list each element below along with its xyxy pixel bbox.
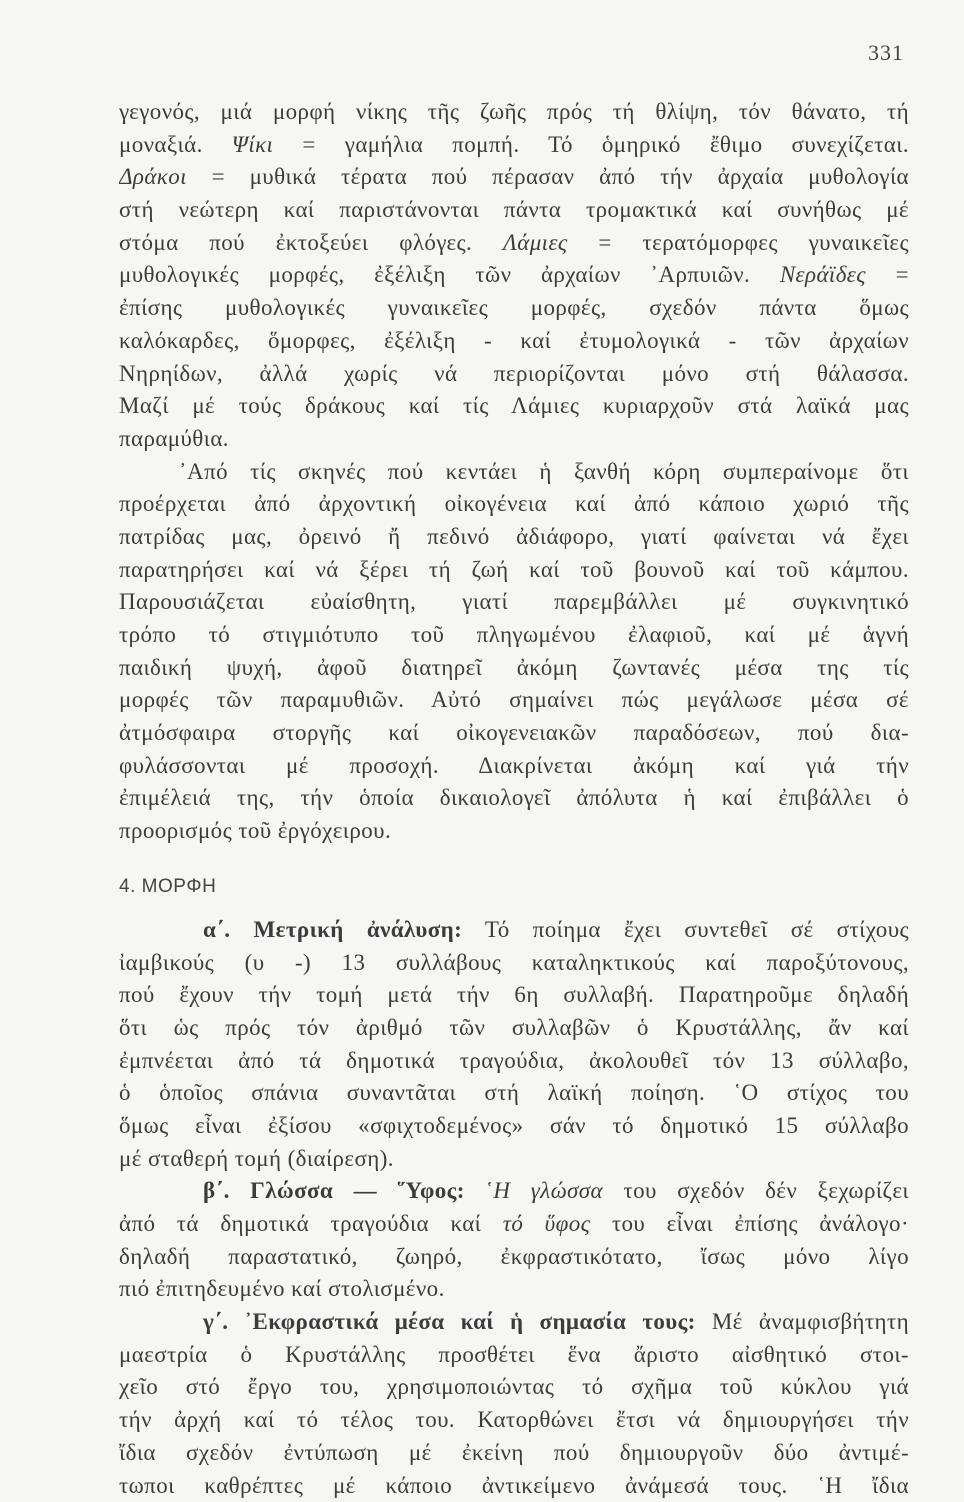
text-line — [119, 1339, 909, 1372]
text-line — [119, 161, 909, 194]
section-gap — [119, 848, 909, 870]
text-run: μέ σταθερή τομή (διαίρεση). — [119, 1146, 394, 1171]
paragraph-glossary — [119, 96, 909, 456]
text-run: ὅμως εἶναι ἐξίσου «σφιχτοδεμένος» σάν τό δημοτικό 15 σύλλαβο — [119, 1113, 909, 1138]
text-run: τήν ἀρχή καί τό τέλος του. Κατορθώνει ἔτσι νά δημιουργήσει τήν — [119, 1407, 909, 1432]
text-run: παραμύθια. — [119, 426, 229, 451]
text-line — [119, 96, 909, 129]
text-run: = τερατόμορφες γυναικεῖες — [568, 230, 909, 255]
text-line — [119, 1241, 909, 1274]
text-line — [119, 390, 909, 423]
text-run: ἰαμβικούς (υ -) 13 συλλάβους καταληκτικούς καί παροξύτονους, — [119, 950, 909, 975]
text-run: Μαζί μέ τούς δράκους καί τίς Λάμιες κυριαρχοῦν στά λαϊκά μας — [119, 393, 909, 418]
text-run: Παρουσιάζεται εὐαίσθητη, γιατί παρεμβάλλει μέ συγκινητικό — [119, 589, 909, 614]
text-run: ῾Η γλώσσα — [485, 1178, 603, 1203]
paragraph-expressive-means — [119, 1306, 909, 1502]
text-run: = μυθικά τέρατα πού πέρασαν ἀπό τήν ἀρχαία μυθολογία — [187, 164, 909, 189]
text-run: παιδική ψυχή, ἀφοῦ διατηρεῖ ἀκόμη ζωντανές μέσα της τίς — [119, 655, 909, 680]
text-run: μυθολογικές μορφές, ἐξέλιξη τῶν ἀρχαίων ᾿Αρπυιῶν. — [119, 262, 780, 287]
text-line — [119, 456, 909, 489]
text-line — [119, 947, 909, 980]
text-line — [119, 782, 909, 815]
text-line — [119, 914, 909, 947]
text-line — [119, 194, 909, 227]
paragraph-style — [119, 1175, 909, 1306]
text-line — [119, 1437, 909, 1470]
text-run: ὅτι ὡς πρός τόν ἀριθμό τῶν συλλαβῶν ὁ Κρυστάλλης, ἄν καί — [119, 1015, 909, 1040]
section-heading: 4. ΜΟΡΦΗ — [119, 870, 909, 904]
text-run: προέρχεται ἀπό ἀρχοντική οἰκογένεια καί ἀπό κάποιο χωριό τῆς — [119, 491, 909, 516]
text-line — [119, 1012, 909, 1045]
text-line — [119, 1371, 909, 1404]
text-run: γεγονός, μιά μορφή νίκης τῆς ζωῆς πρός τή θλίψη, τόν θάνατο, τή — [119, 99, 909, 124]
text-line — [119, 1045, 909, 1078]
text-line — [119, 358, 909, 391]
text-run: ἀτμόσφαιρα στοργῆς καί οἰκογενειακῶν παραδόσεων, πού δια- — [119, 720, 909, 745]
text-run: Νεράϊδες — [780, 262, 866, 287]
text-run: γ΄. ᾿Εκφραστικά μέσα καί ἡ σημασία τους: — [203, 1309, 696, 1334]
text-run: Μέ ἀναμφισβήτητη — [696, 1309, 909, 1334]
text-line — [119, 586, 909, 619]
text-run: = — [866, 262, 909, 287]
text-run: Δράκοι — [119, 164, 187, 189]
text-line — [119, 1273, 909, 1306]
text-run: του εἶναι ἐπίσης ἀνάλογο· — [590, 1211, 909, 1236]
text-line — [119, 815, 909, 848]
text-line — [119, 1077, 909, 1110]
text-run: πού ἔχουν τήν τομή μετά τήν 6η συλλαβή. Παρατηροῦμε δηλαδή — [119, 982, 909, 1007]
text-run: πατρίδας μας, ὀρεινό ἤ πεδινό ἀδιάφορο, γιατί φαίνεται νά ἔχει — [119, 524, 909, 549]
text-run: φυλάσσονται μέ προσοχή. Διακρίνεται ἀκόμη καί γιά τήν — [119, 753, 909, 778]
text-run: Τό ποίημα ἔχει συντεθεῖ σέ στίχους — [462, 917, 909, 942]
text-run: στή νεώτερη καί παριστάνονται πάντα τρομακτικά καί συνήθως μέ — [119, 197, 909, 222]
text-line — [119, 292, 909, 325]
text-run: Ψίκι — [232, 132, 274, 157]
text-run: στόμα πού ἐκτοξεύει φλόγες. — [119, 230, 503, 255]
text-line — [119, 325, 909, 358]
page-number: 331 — [868, 40, 904, 66]
text-run: μοναξιά. — [119, 132, 232, 157]
text-run: ᾿Από τίς σκηνές πού κεντάει ἡ ξανθή κόρη συμπεραίνομε ὅτι — [179, 459, 909, 484]
text-line — [119, 684, 909, 717]
text-line — [119, 1306, 909, 1339]
section-gap — [119, 904, 909, 914]
text-run: καλόκαρδες, ὅμορφες, ἐξέλιξη - καί ἐτυμολογικά - τῶν ἀρχαίων — [119, 328, 909, 353]
text-line — [119, 129, 909, 162]
text-run: μαεστρία ὁ Κρυστάλλης προσθέτει ἕνα ἄριστο αἰσθητικό στοι- — [119, 1342, 909, 1367]
text-run: β΄. Γλώσσα — ῞Υφος: — [203, 1178, 465, 1203]
text-line — [119, 1208, 909, 1241]
text-line — [119, 1110, 909, 1143]
text-line — [119, 750, 909, 783]
text-line — [119, 554, 909, 587]
text-line — [119, 521, 909, 554]
text-run: ἴδια σχεδόν ἐντύπωση μέ ἐκείνη πού δημιουργοῦν δύο ἀντιμέ- — [119, 1440, 909, 1465]
text-run — [465, 1178, 485, 1203]
text-run: πιό ἐπιτηδευμένο καί στολισμένο. — [119, 1276, 445, 1301]
text-run: τρόπο τό στιγμιότυπο τοῦ πληγωμένου ἐλαφιοῦ, καί μέ ἁγνή — [119, 622, 909, 647]
text-line — [119, 1404, 909, 1437]
text-run: ἐπίσης μυθολογικές γυναικεῖες μορφές, σχεδόν πάντα ὅμως — [119, 295, 909, 320]
text-run: α΄. Μετρική ἀνάλυση: — [203, 917, 462, 942]
text-run: τωποι καθρέπτες μέ κάποιο ἀντικείμενο ἀνάμεσά τους. ῾Η ἴδια — [119, 1473, 909, 1498]
text-run: Νηρηίδων, ἀλλά χωρίς νά περιορίζονται μόνο στή θάλασσα. — [119, 361, 909, 386]
text-run: προορισμός τοῦ ἐργόχειρου. — [119, 818, 391, 843]
text-run: μορφές τῶν παραμυθιῶν. Αὐτό σημαίνει πώς μεγάλωσε μέσα σέ — [119, 687, 909, 712]
text-run: τό ὕφος — [503, 1211, 591, 1236]
text-line — [119, 652, 909, 685]
paragraph-analysis — [119, 456, 909, 848]
text-line — [119, 1470, 909, 1502]
text-run: δηλαδή παραστατικό, ζωηρό, ἐκφραστικότατο, ἴσως μόνο λίγο — [119, 1244, 909, 1269]
text-line — [119, 619, 909, 652]
paragraph-metrics — [119, 914, 909, 1176]
text-run: χεῖο στό ἔργο του, χρησιμοποιώντας τό σχῆμα τοῦ κύκλου γιά — [119, 1374, 909, 1399]
text-run: του σχεδόν δέν ξεχωρίζει — [603, 1178, 909, 1203]
text-run: ἐμπνέεται ἀπό τά δημοτικά τραγούδια, ἀκολουθεῖ τόν 13 σύλλαβο, — [119, 1048, 909, 1073]
page-body — [119, 96, 909, 1502]
text-line — [119, 488, 909, 521]
text-run: Λάμιες — [503, 230, 568, 255]
text-run: ἀπό τά δημοτικά τραγούδια καί — [119, 1211, 503, 1236]
text-line — [119, 259, 909, 292]
text-line — [119, 1175, 909, 1208]
text-line — [119, 423, 909, 456]
text-run: ὁ ὁποῖος σπάνια συναντᾶται στή λαϊκή ποίηση. ῾Ο στίχος του — [119, 1080, 909, 1105]
text-line — [119, 717, 909, 750]
text-line — [119, 227, 909, 260]
text-run: ἐπιμέλειά της, τήν ὁποία δικαιολογεῖ ἀπόλυτα ἡ καί ἐπιβάλλει ὁ — [119, 785, 909, 810]
text-line — [119, 979, 909, 1012]
text-line — [119, 1143, 909, 1176]
text-run: παρατηρήσει καί νά ξέρει τή ζωή καί τοῦ βουνοῦ καί τοῦ κάμπου. — [119, 557, 909, 582]
text-run: = γαμήλια πομπή. Τό ὁμηρικό ἔθιμο συνεχίζεται. — [273, 132, 909, 157]
